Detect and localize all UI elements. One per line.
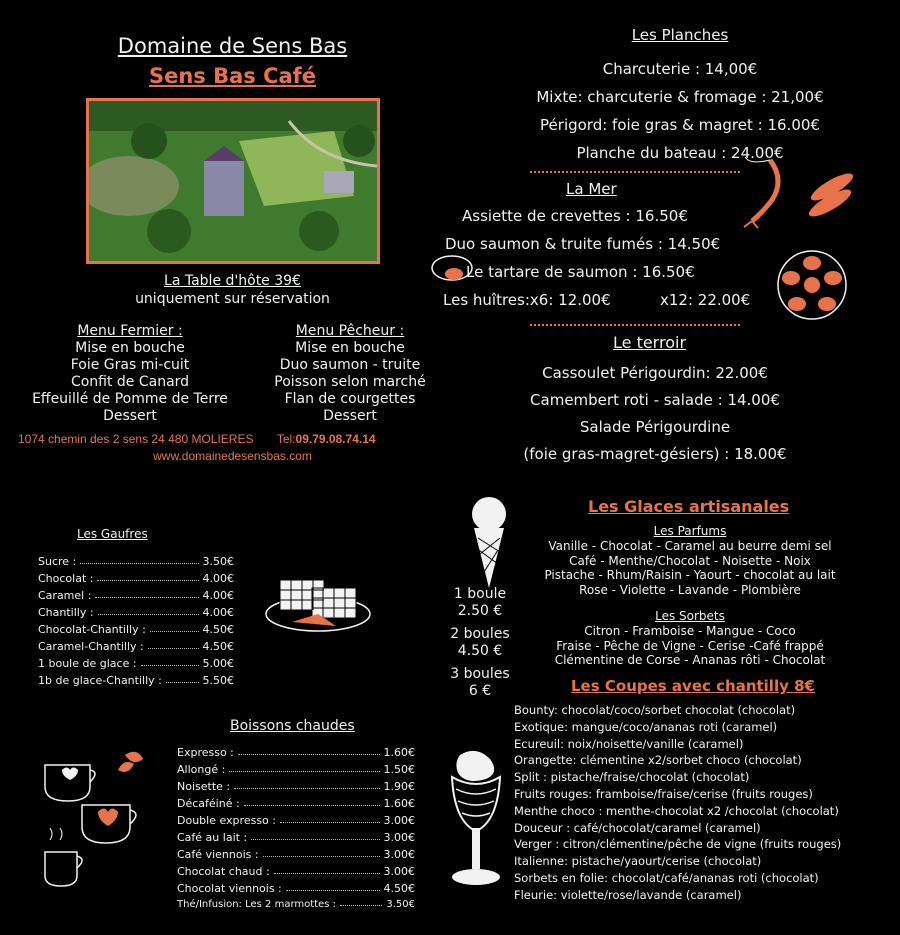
menu-item: Confit de Canard [70, 374, 190, 390]
dot-leader [141, 657, 199, 666]
sorbets-list [520, 624, 860, 668]
menu-item: Poisson selon marché [274, 374, 426, 390]
parfums-title: Les Parfums [653, 524, 727, 538]
price-value: 2.50 € [457, 603, 503, 619]
coupe-line: Split : pistache/fraise/chocolat (chocolat) [514, 770, 750, 785]
boisson-price: 1.50€ [383, 763, 415, 776]
boisson-label: Expresso : [177, 746, 234, 759]
coffee-cups-icon [30, 740, 155, 890]
planches-list [430, 55, 900, 167]
dot-leader [148, 640, 199, 649]
table-hote: La Table d'hôte 39€ [164, 273, 301, 289]
gaufre-row [38, 674, 234, 687]
parfum-line: Café - Menthe/Chocolat - Noisette - Noix [569, 553, 811, 568]
price-label: 3 boules [450, 666, 510, 682]
huitres-6: Les huîtres:x6: 12.00€ [443, 291, 611, 309]
boisson-price: 3.00€ [383, 865, 415, 878]
coupe-line: Douceur : café/chocolat/caramel (caramel) [514, 820, 761, 835]
aerial-photo [89, 101, 377, 261]
coupe-line: Verger : citron/clémentine/pêche de vigne (fruits rouges) [514, 837, 842, 852]
shrimp-icon [740, 155, 790, 230]
boisson-label: Café viennois : [177, 848, 259, 861]
oyster-small-icon [422, 238, 477, 288]
separator [530, 324, 740, 326]
gaufre-row [38, 606, 234, 619]
menu-fermier-title: Menu Fermier : [77, 323, 183, 339]
coupe-line: Ecureuil: noix/noisette/vanille (caramel) [514, 736, 744, 751]
gaufre-row [38, 657, 234, 670]
dot-leader [280, 814, 380, 823]
glaces-title: Les Glaces artisanales [588, 497, 790, 516]
coupe-line: Menthe choco : menthe-chocolat x2 /chocolat (chocolat) [514, 803, 839, 818]
boisson-price: 1.60€ [383, 746, 415, 759]
boisson-row [177, 848, 415, 861]
parfum-line: Vanille - Chocolat - Caramel au beurre demi sel [548, 539, 832, 553]
menu-item: Dessert [323, 408, 377, 424]
price-value: 6 € [468, 683, 492, 699]
sundae-glass-icon [442, 745, 510, 895]
gaufre-label: Chocolat-Chantilly : [38, 623, 146, 636]
boisson-row [177, 814, 415, 827]
menu-item: Duo saumon - truite [279, 357, 421, 373]
menu-item: Effeuillé de Pomme de Terre [32, 391, 228, 407]
gaufre-label: Caramel : [38, 589, 92, 602]
boisson-row [177, 865, 415, 878]
menu-item: Foie Gras mi-cuit [70, 357, 190, 373]
coupes-list [514, 702, 841, 904]
website: www.domainedesensbas.com [153, 449, 312, 463]
terroir-item: (foie gras-magret-gésiers) : 18.00€ [523, 445, 787, 463]
coupe-line: Fruits rouges: framboise/fraise/cerise (fruits rouges) [514, 786, 813, 801]
boisson-label: Décaféiné : [177, 797, 240, 810]
dot-leader [98, 606, 199, 615]
menu-pecheur [245, 323, 455, 425]
coupe-line: Bounty: chocolat/coco/sorbet chocolat (chocolat) [514, 703, 796, 717]
gaufre-row [38, 623, 234, 636]
gaufre-row [38, 555, 234, 568]
boisson-row [177, 899, 415, 910]
dot-leader [263, 848, 380, 857]
dot-leader [234, 780, 379, 789]
dot-leader [150, 623, 199, 632]
boisson-row [177, 831, 415, 844]
boisson-row [177, 797, 415, 810]
gaufre-row [38, 589, 234, 602]
planches-title: Les Planches [631, 26, 729, 44]
address: 1074 chemin des 2 sens 24 480 MOLIERES [18, 432, 254, 446]
terroir-list [460, 360, 850, 468]
sorbets-title: Les Sorbets [655, 609, 725, 623]
mer-item: Assiette de crevettes : 16.50€ [462, 207, 688, 225]
boisson-label: Noisette : [177, 780, 231, 793]
boisson-row [177, 780, 415, 793]
gaufres-title: Les Gaufres [77, 527, 148, 541]
boisson-price: 3.50€ [386, 899, 415, 910]
boisson-label: Allongé : [177, 763, 226, 776]
gaufre-label: Sucre : [38, 555, 77, 568]
planche-item: Charcuterie : 14,00€ [602, 60, 758, 78]
menu-item: Mise en bouche [75, 340, 185, 356]
boisson-price: 1.90€ [383, 780, 415, 793]
dot-leader [244, 797, 380, 806]
domaine-photo [86, 98, 380, 264]
parfum-line: Rose - Violette - Lavande - Plombière [579, 582, 801, 597]
gaufre-row [38, 572, 234, 585]
gaufre-price: 4.50€ [202, 640, 234, 653]
reservation-note: uniquement sur réservation [135, 291, 330, 307]
dot-leader [238, 746, 380, 755]
boisson-row [177, 882, 415, 895]
contact-line [18, 432, 376, 446]
gaufre-label: 1 boule de glace : [38, 657, 137, 670]
terroir-item: Cassoulet Périgourdin: 22.00€ [542, 364, 768, 382]
parfum-line: Pistache - Rhum/Raisin - Yaourt - chocolat au lait [544, 568, 836, 582]
terroir-title: Le terroir [613, 333, 687, 352]
mer-title: La Mer [566, 180, 617, 198]
boisson-price: 3.00€ [383, 831, 415, 844]
sorbet-line: Fraise - Pêche de Vigne - Cerise -Café frappé [556, 638, 824, 653]
terroir-item: Camembert roti - salade : 14.00€ [530, 391, 780, 409]
gaufre-label: Chocolat : [38, 572, 94, 585]
planche-item: Périgord: foie gras & magret : 16.00€ [540, 116, 820, 134]
fish-icon [800, 165, 865, 225]
menu-item: Mise en bouche [295, 340, 405, 356]
price-label: 1 boule [453, 586, 507, 602]
gaufre-label: Chantilly : [38, 606, 94, 619]
coupe-line: Fleurie: violette/rose/lavande (caramel) [514, 887, 742, 902]
menu-pecheur-title: Menu Pêcheur : [295, 323, 405, 339]
separator [530, 171, 740, 173]
huitres-12: x12: 22.00€ [660, 291, 751, 309]
menu-item: Flan de courgettes [284, 391, 416, 407]
gaufre-row [38, 640, 234, 653]
waffle-plate-icon [262, 568, 374, 634]
gaufre-label: Caramel-Chantilly : [38, 640, 144, 653]
dot-leader [340, 899, 382, 906]
boisson-price: 3.00€ [383, 814, 415, 827]
boisson-price: 3.00€ [383, 848, 415, 861]
coupe-line: Italienne: pistache/yaourt/cerise (chocolat) [514, 854, 762, 869]
cafe-title: Sens Bas Café [148, 64, 317, 88]
dot-leader [166, 674, 199, 683]
dot-leader [251, 831, 379, 840]
planche-item: Planche du bateau : 24.00€ [576, 144, 784, 162]
boisson-price: 1.60€ [383, 797, 415, 810]
gaufre-label: 1b de glace-Chantilly : [38, 674, 162, 687]
boisson-label: Café au lait : [177, 831, 248, 844]
coupe-line: Sorbets en folie: chocolat/café/ananas roti (chocolat) [514, 870, 819, 885]
dot-leader [95, 589, 198, 598]
coupes-title: Les Coupes avec chantilly 8€ [571, 677, 815, 695]
dot-leader [229, 763, 379, 772]
sorbet-line: Citron - Framboise - Mangue - Coco [584, 624, 796, 638]
coupe-line: Orangette: clémentine x2/sorbet choco (chocolat) [514, 753, 802, 768]
price-value: 4.50 € [457, 643, 503, 659]
oyster-plate-icon [775, 248, 850, 323]
ice-cream-cone-icon [466, 494, 512, 590]
boisson-row [177, 763, 415, 776]
planche-item: Mixte: charcuterie & fromage : 21,00€ [536, 88, 824, 106]
gaufre-price: 4.00€ [202, 572, 234, 585]
gaufre-price: 5.00€ [202, 657, 234, 670]
boisson-row [177, 746, 415, 759]
sorbet-line: Clémentine de Corse - Ananas rôti - Chocolat [554, 653, 826, 667]
dot-leader [97, 572, 198, 581]
mer-item: Le tartare de saumon : 16.50€ [466, 263, 695, 281]
dot-leader [274, 865, 380, 874]
phone-number: 09.79.08.74.14 [295, 432, 376, 446]
boisson-label: Chocolat chaud : [177, 865, 270, 878]
gaufre-price: 4.00€ [202, 589, 234, 602]
boisson-label: Chocolat viennois : [177, 882, 282, 895]
menu-fermier [10, 323, 250, 425]
gaufre-price: 3.50€ [202, 555, 234, 568]
mer-item: Duo saumon & truite fumés : 14.50€ [445, 235, 721, 253]
gaufre-price: 4.00€ [202, 606, 234, 619]
gaufre-price: 4.50€ [202, 623, 234, 636]
terroir-item: Salade Périgourdine [579, 418, 731, 436]
coupe-line: Exotique: mangue/coco/ananas roti (caramel) [514, 719, 778, 734]
boisson-label: Double expresso : [177, 814, 276, 827]
price-label: 2 boules [450, 626, 510, 642]
gaufre-price: 5.50€ [202, 674, 234, 687]
glaces-prices [445, 586, 515, 700]
boisson-price: 4.50€ [383, 882, 415, 895]
dot-leader [80, 555, 198, 564]
boissons-title: Boissons chaudes [230, 718, 355, 734]
dot-leader [286, 882, 380, 891]
domain-title: Domaine de Sens Bas [117, 34, 348, 58]
boisson-label: Thé/Infusion: Les 2 marmottes : [177, 899, 336, 910]
tel-label: Tel: [276, 432, 296, 446]
parfums-list [520, 539, 860, 597]
menu-item: Dessert [103, 408, 157, 424]
